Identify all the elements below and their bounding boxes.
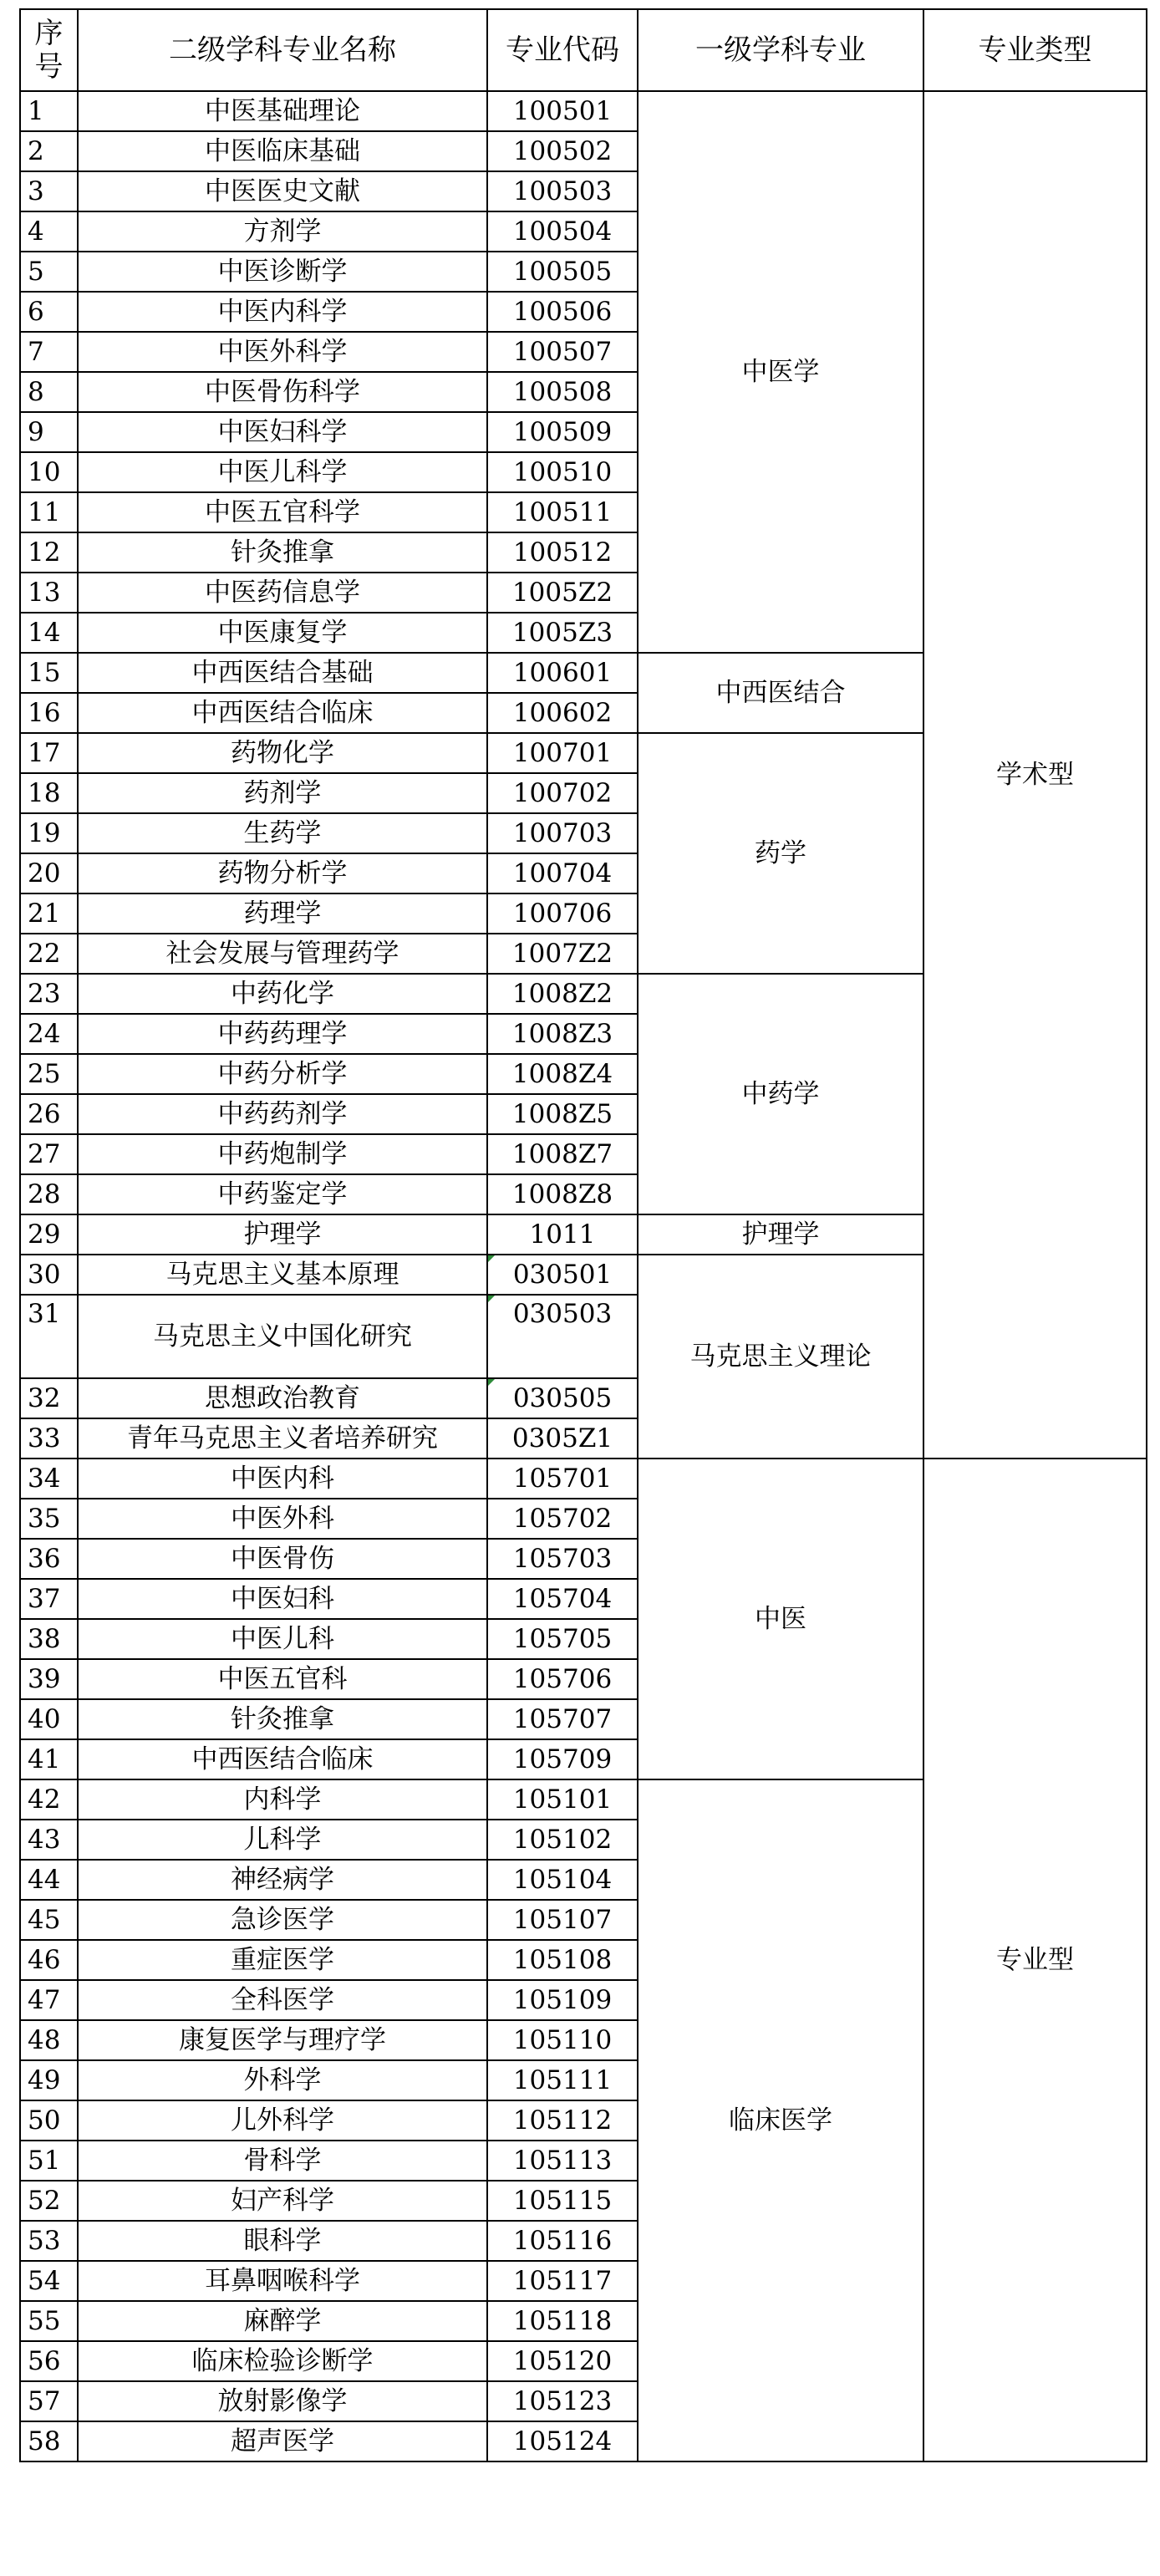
program-code-text: 1008Z7 — [511, 1139, 613, 1169]
program-code — [487, 1378, 638, 1418]
program-name: 药物分析学 — [78, 853, 487, 893]
program-code-text: 030503 — [512, 1299, 613, 1329]
program-name: 方剂学 — [78, 211, 487, 252]
row-number: 21 — [20, 893, 78, 934]
program-code — [487, 1980, 638, 2020]
program-name: 药理学 — [78, 893, 487, 934]
program-code — [487, 1739, 638, 1779]
program-code — [487, 653, 638, 693]
program-name: 中医妇科 — [78, 1579, 487, 1619]
row-number: 6 — [20, 292, 78, 332]
program-name: 中医康复学 — [78, 613, 487, 653]
program-code — [487, 532, 638, 573]
program-code — [487, 171, 638, 211]
header-discipline: 一级学科专业 — [638, 9, 923, 91]
program-name: 神经病学 — [78, 1860, 487, 1900]
program-code — [487, 2060, 638, 2100]
row-number: 44 — [20, 1860, 78, 1900]
program-code — [487, 2261, 638, 2301]
program-code-text: 100505 — [512, 257, 613, 287]
program-name: 中医内科 — [78, 1459, 487, 1499]
program-code-text: 100502 — [512, 136, 613, 166]
program-code-text: 105705 — [512, 1624, 613, 1654]
program-code — [487, 1579, 638, 1619]
cell-comment-marker — [488, 1379, 495, 1386]
program-code — [487, 2381, 638, 2421]
row-number: 41 — [20, 1739, 78, 1779]
program-code-text: 105120 — [512, 2346, 613, 2376]
program-name: 中药药剂学 — [78, 1094, 487, 1134]
program-code-text: 100504 — [512, 216, 613, 247]
program-name: 药剂学 — [78, 773, 487, 813]
program-name: 内科学 — [78, 1779, 487, 1820]
program-table-container — [19, 8, 1147, 2462]
row-number: 33 — [20, 1418, 78, 1459]
program-code — [487, 1499, 638, 1539]
program-code-text: 100507 — [512, 337, 613, 367]
program-code-text: 105104 — [512, 1865, 613, 1895]
program-code — [487, 613, 638, 653]
row-number: 50 — [20, 2100, 78, 2141]
program-code — [487, 2221, 638, 2261]
row-number: 49 — [20, 2060, 78, 2100]
row-number: 45 — [20, 1900, 78, 1940]
program-code — [487, 813, 638, 853]
row-number: 39 — [20, 1659, 78, 1699]
program-code-text: 105117 — [512, 2266, 613, 2296]
program-code — [487, 733, 638, 773]
program-code-text: 105109 — [512, 1985, 613, 2015]
row-number: 10 — [20, 452, 78, 492]
program-name: 超声医学 — [78, 2421, 487, 2461]
row-number: 28 — [20, 1174, 78, 1214]
program-code — [487, 1539, 638, 1579]
program-name: 中医五官科 — [78, 1659, 487, 1699]
program-code-text: 105123 — [512, 2386, 613, 2416]
row-number: 24 — [20, 1014, 78, 1054]
row-number: 2 — [20, 131, 78, 171]
program-code — [487, 1619, 638, 1659]
row-number: 20 — [20, 853, 78, 893]
discipline-cell: 中西医结合 — [638, 653, 923, 733]
program-code — [487, 1255, 638, 1295]
program-code — [487, 893, 638, 934]
program-code — [487, 1214, 638, 1255]
row-number: 8 — [20, 372, 78, 412]
header-code: 专业代码 — [487, 9, 638, 91]
program-name: 耳鼻咽喉科学 — [78, 2261, 487, 2301]
program-code-text: 030505 — [512, 1383, 613, 1413]
header-row — [20, 9, 1147, 91]
row-number: 14 — [20, 613, 78, 653]
program-code — [487, 573, 638, 613]
program-code-text: 100702 — [512, 778, 613, 808]
program-code — [487, 372, 638, 412]
program-code-text: 105704 — [512, 1584, 613, 1614]
program-code-text: 100601 — [512, 658, 613, 688]
program-code-text: 1008Z4 — [511, 1059, 613, 1089]
program-name: 中西医结合临床 — [78, 693, 487, 733]
discipline-cell: 中医 — [638, 1459, 923, 1779]
row-number: 4 — [20, 211, 78, 252]
program-code-text: 1008Z2 — [511, 979, 613, 1009]
program-name: 社会发展与管理药学 — [78, 934, 487, 974]
program-code-text: 105701 — [512, 1464, 613, 1494]
program-code-text: 105116 — [512, 2226, 613, 2256]
row-number: 23 — [20, 974, 78, 1014]
row-number: 47 — [20, 1980, 78, 2020]
program-code-text: 105706 — [512, 1664, 613, 1694]
program-code-text: 1008Z5 — [511, 1099, 613, 1129]
cell-comment-marker — [488, 1255, 495, 1262]
program-code-text: 100503 — [512, 176, 613, 206]
program-code-text: 100511 — [512, 497, 613, 527]
program-code-text: 105703 — [512, 1544, 613, 1574]
program-name: 思想政治教育 — [78, 1378, 487, 1418]
row-number: 27 — [20, 1134, 78, 1174]
program-name: 马克思主义中国化研究 — [78, 1295, 487, 1378]
program-code — [487, 974, 638, 1014]
program-name: 中药炮制学 — [78, 1134, 487, 1174]
program-code-text: 100512 — [512, 537, 613, 568]
program-code-text: 1007Z2 — [511, 939, 613, 969]
row-number: 51 — [20, 2141, 78, 2181]
program-name: 急诊医学 — [78, 1900, 487, 1940]
program-code — [487, 452, 638, 492]
header-type: 专业类型 — [923, 9, 1147, 91]
row-number: 32 — [20, 1378, 78, 1418]
row-number: 12 — [20, 532, 78, 573]
row-number: 25 — [20, 1054, 78, 1094]
program-code — [487, 1295, 638, 1378]
program-code — [487, 2100, 638, 2141]
program-code — [487, 211, 638, 252]
row-number: 5 — [20, 252, 78, 292]
program-code-text: 1005Z2 — [511, 578, 613, 608]
program-name: 中药鉴定学 — [78, 1174, 487, 1214]
program-code — [487, 853, 638, 893]
program-name: 中医药信息学 — [78, 573, 487, 613]
row-number: 35 — [20, 1499, 78, 1539]
row-number: 38 — [20, 1619, 78, 1659]
program-code — [487, 131, 638, 171]
program-name: 中医儿科 — [78, 1619, 487, 1659]
program-code-text: 100506 — [512, 297, 613, 327]
program-name: 针灸推拿 — [78, 1699, 487, 1739]
row-number: 13 — [20, 573, 78, 613]
row-number: 30 — [20, 1255, 78, 1295]
program-code-text: 1011 — [529, 1219, 596, 1250]
program-name: 儿外科学 — [78, 2100, 487, 2141]
program-code-text: 100706 — [512, 899, 613, 929]
program-code — [487, 1459, 638, 1499]
row-number: 52 — [20, 2181, 78, 2221]
program-code-text: 1005Z3 — [511, 618, 613, 648]
table-row — [20, 91, 1147, 131]
table-body — [20, 91, 1147, 2461]
program-name: 妇产科学 — [78, 2181, 487, 2221]
program-name: 中西医结合临床 — [78, 1739, 487, 1779]
program-code — [487, 1820, 638, 1860]
program-name: 中医儿科学 — [78, 452, 487, 492]
program-code — [487, 332, 638, 372]
program-code — [487, 2020, 638, 2060]
program-name: 中医临床基础 — [78, 131, 487, 171]
discipline-cell: 临床医学 — [638, 1779, 923, 2461]
program-code-text: 100704 — [512, 858, 613, 888]
program-code-text: 105111 — [512, 2065, 613, 2095]
row-number: 34 — [20, 1459, 78, 1499]
program-code-text: 0305Z1 — [511, 1423, 613, 1453]
program-name: 骨科学 — [78, 2141, 487, 2181]
program-code — [487, 1134, 638, 1174]
program-name: 麻醉学 — [78, 2301, 487, 2341]
row-number: 11 — [20, 492, 78, 532]
program-name: 中医医史文献 — [78, 171, 487, 211]
program-name: 中医外科 — [78, 1499, 487, 1539]
program-name: 青年马克思主义者培养研究 — [78, 1418, 487, 1459]
program-code-text: 105709 — [512, 1744, 613, 1774]
program-code — [487, 1094, 638, 1134]
program-code-text: 100703 — [512, 818, 613, 848]
discipline-cell: 中医学 — [638, 91, 923, 653]
program-code-text: 105115 — [512, 2186, 613, 2216]
row-number: 26 — [20, 1094, 78, 1134]
program-code — [487, 252, 638, 292]
table-row — [20, 1459, 1147, 1499]
program-name: 护理学 — [78, 1214, 487, 1255]
program-code — [487, 1174, 638, 1214]
row-number: 57 — [20, 2381, 78, 2421]
program-code — [487, 1054, 638, 1094]
program-name: 中医外科学 — [78, 332, 487, 372]
discipline-cell: 药学 — [638, 733, 923, 974]
row-number: 3 — [20, 171, 78, 211]
program-name: 儿科学 — [78, 1820, 487, 1860]
program-name: 重症医学 — [78, 1940, 487, 1980]
program-code-text: 1008Z3 — [511, 1019, 613, 1049]
program-code-text: 105108 — [512, 1945, 613, 1975]
row-number: 43 — [20, 1820, 78, 1860]
program-code-text: 105124 — [512, 2426, 613, 2456]
row-number: 16 — [20, 693, 78, 733]
row-number: 46 — [20, 1940, 78, 1980]
program-name: 马克思主义基本原理 — [78, 1255, 487, 1295]
program-code-text: 105102 — [512, 1825, 613, 1855]
row-number: 17 — [20, 733, 78, 773]
program-code — [487, 1418, 638, 1459]
row-number: 40 — [20, 1699, 78, 1739]
program-code — [487, 2141, 638, 2181]
program-name: 康复医学与理疗学 — [78, 2020, 487, 2060]
row-number: 42 — [20, 1779, 78, 1820]
program-table — [19, 8, 1147, 2462]
discipline-cell: 中药学 — [638, 974, 923, 1214]
program-code-text: 105707 — [512, 1704, 613, 1734]
program-name: 全科医学 — [78, 1980, 487, 2020]
program-name: 放射影像学 — [78, 2381, 487, 2421]
program-code-text: 105113 — [512, 2146, 613, 2176]
program-type-cell: 专业型 — [923, 1459, 1147, 2461]
program-code-text: 100510 — [512, 457, 613, 487]
program-code-text: 100509 — [512, 417, 613, 447]
program-code-text: 100508 — [512, 377, 613, 407]
cell-comment-marker — [488, 1296, 495, 1302]
program-code-text: 1008Z8 — [511, 1179, 613, 1209]
program-code — [487, 2181, 638, 2221]
program-code-text: 100501 — [512, 96, 613, 126]
program-name: 中医基础理论 — [78, 91, 487, 131]
program-code — [487, 2341, 638, 2381]
program-code — [487, 934, 638, 974]
row-number: 55 — [20, 2301, 78, 2341]
program-code-text: 105118 — [512, 2306, 613, 2336]
program-code — [487, 1659, 638, 1699]
program-code — [487, 1699, 638, 1739]
program-code — [487, 412, 638, 452]
program-code — [487, 1779, 638, 1820]
program-name: 中医内科学 — [78, 292, 487, 332]
program-code-text: 105702 — [512, 1504, 613, 1534]
row-number: 48 — [20, 2020, 78, 2060]
program-name: 药物化学 — [78, 733, 487, 773]
program-name: 中药化学 — [78, 974, 487, 1014]
program-name: 中医骨伤科学 — [78, 372, 487, 412]
row-number: 37 — [20, 1579, 78, 1619]
program-code — [487, 2421, 638, 2461]
program-code-text: 030501 — [512, 1260, 613, 1290]
program-code — [487, 1014, 638, 1054]
program-name: 中医妇科学 — [78, 412, 487, 452]
discipline-cell: 马克思主义理论 — [638, 1255, 923, 1459]
program-code — [487, 1860, 638, 1900]
program-code — [487, 1940, 638, 1980]
program-name: 眼科学 — [78, 2221, 487, 2261]
program-name: 中医五官科学 — [78, 492, 487, 532]
row-number: 15 — [20, 653, 78, 693]
program-name: 临床检验诊断学 — [78, 2341, 487, 2381]
row-number: 56 — [20, 2341, 78, 2381]
program-code-text: 105101 — [512, 1784, 613, 1815]
row-number: 54 — [20, 2261, 78, 2301]
program-code-text: 100701 — [512, 738, 613, 768]
row-number: 36 — [20, 1539, 78, 1579]
row-number: 58 — [20, 2421, 78, 2461]
program-code — [487, 2301, 638, 2341]
program-name: 外科学 — [78, 2060, 487, 2100]
program-code — [487, 773, 638, 813]
row-number: 22 — [20, 934, 78, 974]
row-number: 53 — [20, 2221, 78, 2261]
program-name: 中药药理学 — [78, 1014, 487, 1054]
program-code-text: 105110 — [512, 2025, 613, 2055]
program-name: 针灸推拿 — [78, 532, 487, 573]
program-code — [487, 91, 638, 131]
row-number: 29 — [20, 1214, 78, 1255]
program-code-text: 100602 — [512, 698, 613, 728]
header-name: 二级学科专业名称 — [78, 9, 487, 91]
discipline-cell: 护理学 — [638, 1214, 923, 1255]
row-number: 9 — [20, 412, 78, 452]
program-code — [487, 492, 638, 532]
row-number: 1 — [20, 91, 78, 131]
program-code — [487, 693, 638, 733]
row-number: 19 — [20, 813, 78, 853]
row-number: 7 — [20, 332, 78, 372]
program-name: 生药学 — [78, 813, 487, 853]
row-number: 31 — [20, 1295, 78, 1378]
program-name: 中医骨伤 — [78, 1539, 487, 1579]
program-name: 中药分析学 — [78, 1054, 487, 1094]
program-code-text: 105107 — [512, 1905, 613, 1935]
program-type-cell: 学术型 — [923, 91, 1147, 1459]
row-number: 18 — [20, 773, 78, 813]
program-name: 中医诊断学 — [78, 252, 487, 292]
program-code — [487, 292, 638, 332]
program-name: 中西医结合基础 — [78, 653, 487, 693]
program-code — [487, 1900, 638, 1940]
program-code-text: 105112 — [512, 2105, 613, 2136]
header-no: 序 号 — [20, 9, 78, 91]
